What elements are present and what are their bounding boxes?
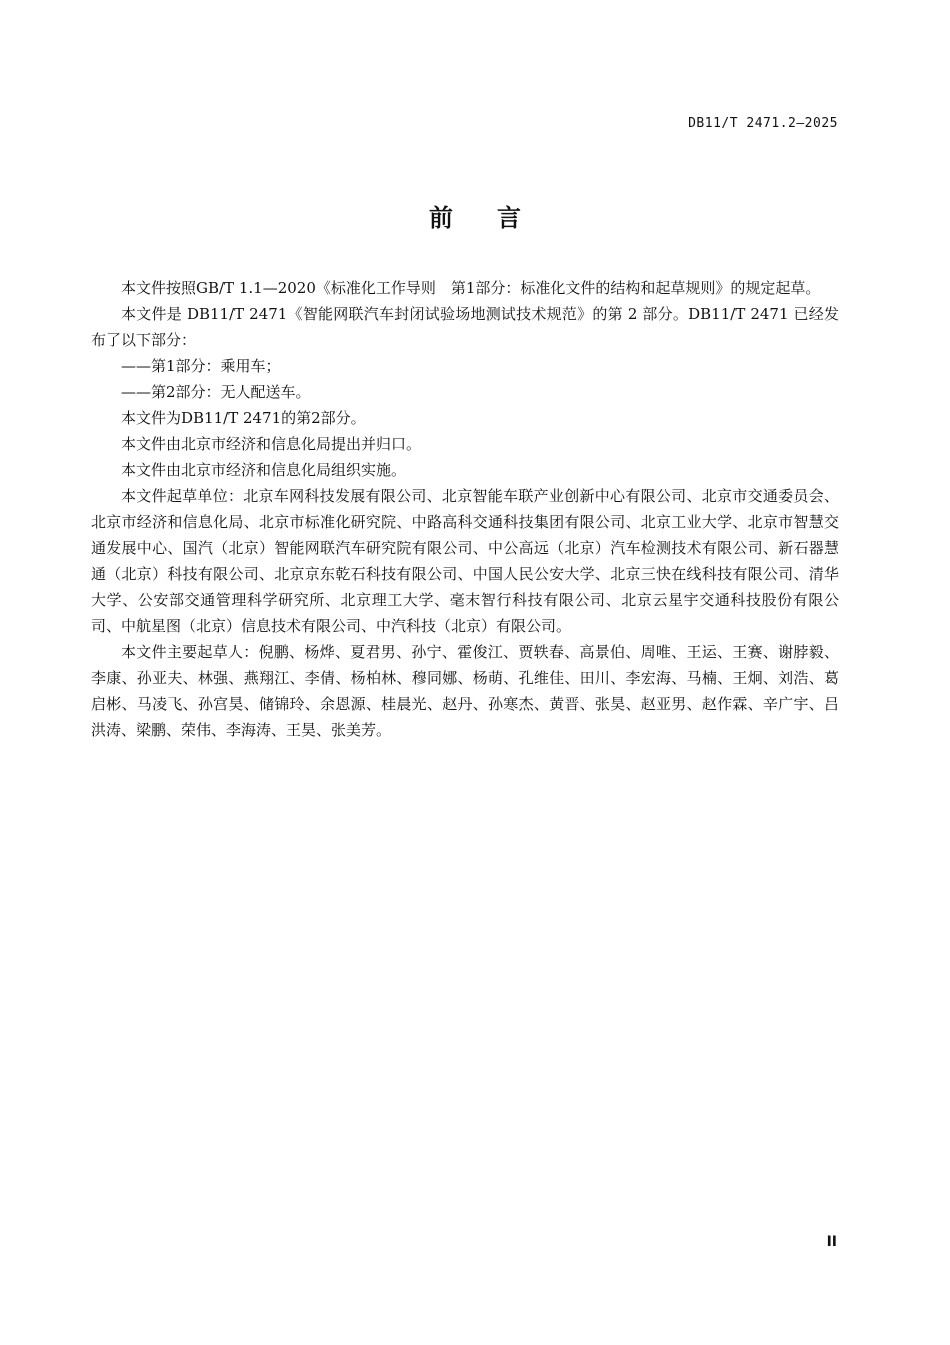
paragraph-proposer: 本文件由北京市经济和信息化局提出并归口。 [121,435,422,453]
foreword-body [91,275,839,743]
paragraph-implementer: 本文件由北京市经济和信息化局组织实施。 [121,461,407,479]
list-item-part-1: ——第1部分：乘用车； [121,357,281,375]
list-item-part-2: ——第2部分：无人配送车。 [121,383,311,401]
paragraph-part-statement: 本文件为DB11/T 2471的第2部分。 [121,409,366,427]
title-char-2: 言 [497,204,521,232]
page-number: II [826,1234,837,1250]
page-title [0,198,950,233]
paragraph-drafting-rules: 本文件按照GB/T 1.1—2020《标准化工作导则 第1部分：标准化文件的结构和起草规则》的规定起草。 [121,279,821,297]
paragraph-series-intro: 本文件是 DB11/T 2471《智能网联汽车封闭试验场地测试技术规范》的第 2 部分。DB11/T 2471 已经发布了以下部分： [91,305,839,349]
document-code: DB11/T 2471.2—2025 [688,116,838,131]
title-char-1: 前 [429,204,453,232]
paragraph-drafting-units: 本文件起草单位：北京车网科技发展有限公司、北京智能车联产业创新中心有限公司、北京市交通委员会、北京市经济和信息化局、北京市标准化研究院、中路高科交通科技集团有限公司、北京工业大学、北京市智慧交通发展中心、国汽（北京）智能网联汽车研究院有限公司、中公高远（北京）汽车检测技术有限公司、新石器慧通（北京）科技有限公司、北京京东乾石科技有限公司、中国人民公安大学、北京三快在线科技有限公司、清华大学、公安部交通管理科学研究所、北京理工大学、毫末智行科技有限公司、北京云星宇交通科技股份有限公司、中航星图（北京）信息技术有限公司、中汽科技（北京）有限公司。 [91,487,839,635]
paragraph-drafters: 本文件主要起草人：倪鹏、杨烨、夏君男、孙宁、霍俊江、贾轶春、高景伯、周唯、王运、王赛、谢脖毅、李康、孙亚夫、林强、燕翔江、李倩、杨柏林、穆同娜、杨萌、孔维佳、田川、李宏海、马楠、王炯、刘浩、葛启彬、马凌飞、孙宫昊、储锦玲、余恩源、桂晨光、赵丹、孙寒杰、黄晋、张昊、赵亚男、赵作霖、辛广宇、吕洪涛、梁鹏、荣伟、李海涛、王昊、张美芳。 [91,643,839,739]
